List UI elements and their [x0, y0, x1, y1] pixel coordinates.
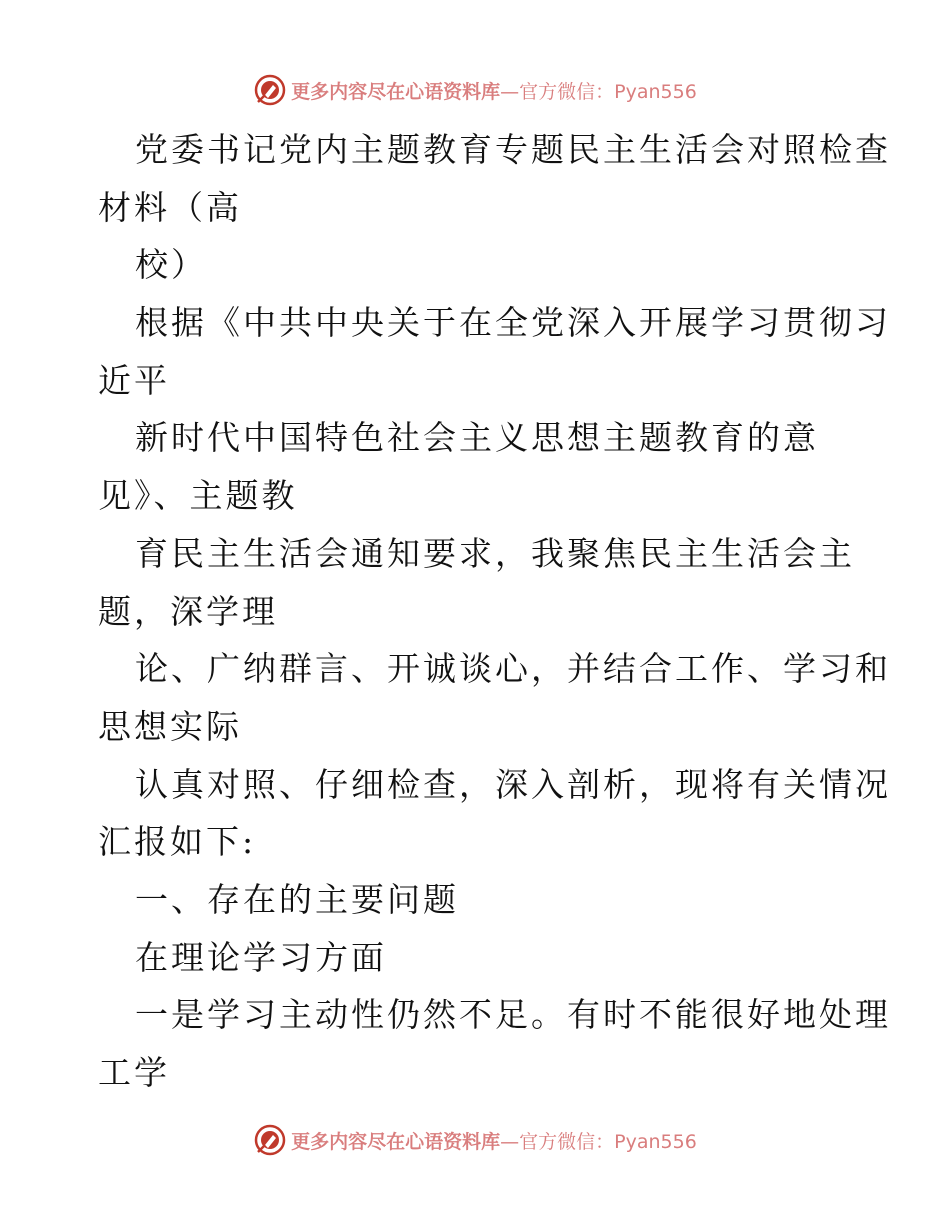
subsection-heading: 在理论学习方面: [135, 937, 387, 977]
title-line-2: 材料（高: [98, 187, 242, 227]
section-heading: 一、存在的主要问题: [135, 879, 459, 919]
banner-account: —官方微信：Pyan556: [500, 1130, 697, 1153]
header-banner: [0, 70, 950, 110]
pen-nib-logo-icon: [253, 73, 287, 107]
banner-slogan: 更多内容尽在心语资料库: [291, 80, 501, 103]
banner-slogan: 更多内容尽在心语资料库: [291, 1130, 501, 1153]
paragraph-line: 根据《中共中央关于在全党深入开展学习贯彻习: [135, 303, 891, 343]
paragraph-line: 题，深学理: [98, 591, 278, 631]
footer-banner: [0, 1120, 950, 1160]
banner-account: —官方微信：Pyan556: [500, 80, 697, 103]
paragraph-line: 思想实际: [98, 706, 242, 746]
document-body: [98, 121, 891, 1102]
paragraph-line: 近平: [98, 360, 170, 400]
paragraph-line: 论、广纳群言、开诚谈心，并结合工作、学习和: [135, 649, 891, 689]
paragraph-line: 工学: [98, 1053, 170, 1092]
title-line-1: 党委书记党内主题教育专题民主生活会对照检查: [135, 130, 891, 169]
paragraph-line: 新时代中国特色社会主义思想主题教育的意: [135, 418, 819, 458]
paragraph-line: 见》、主题教: [98, 476, 298, 516]
pen-nib-logo-icon: [253, 1123, 287, 1157]
paragraph-line: 育民主生活会通知要求，我聚焦民主生活会主: [135, 533, 855, 573]
paragraph-line: 一是学习主动性仍然不足。有时不能很好地处理: [135, 995, 891, 1035]
paragraph-line: 认真对照、仔细检查，深入剖析，现将有关情况: [135, 764, 891, 804]
title-line-3: 校）: [135, 245, 207, 285]
paragraph-line: 汇报如下:: [98, 822, 257, 862]
